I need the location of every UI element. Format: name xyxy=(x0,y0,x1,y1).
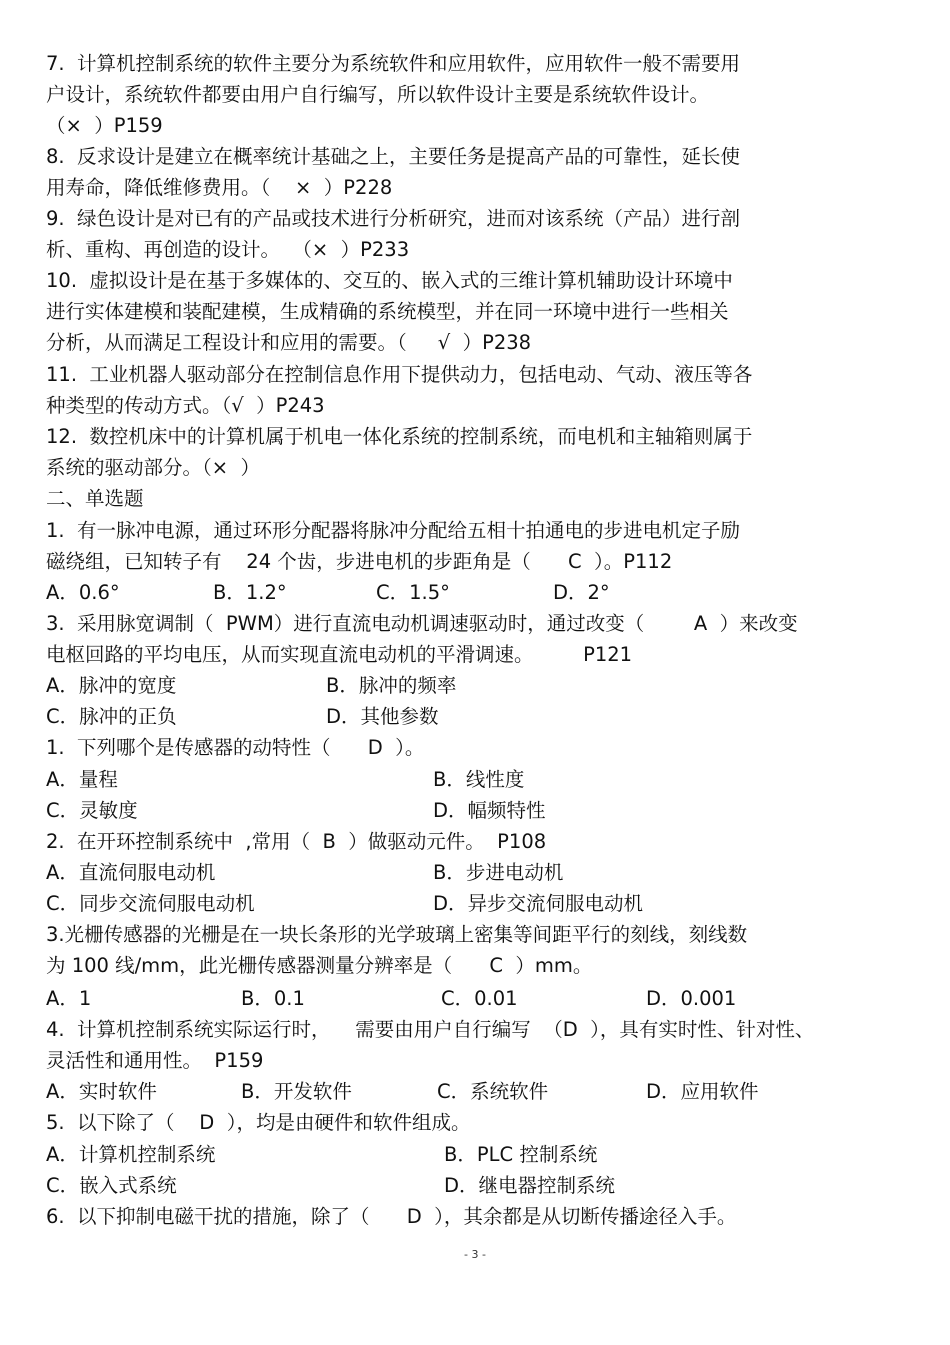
q10-line-1: 10. 虚拟设计是在基于多媒体的、交互的、嵌入式的三维计算机辅助设计环境中 xyxy=(46,269,733,292)
q11-line-1: 11. 工业机器人驱动部分在控制信息作用下提供动力，包括电动、气动、液压等各 xyxy=(46,363,753,386)
mc1-option-b: B．1.2° xyxy=(213,581,287,604)
mc3-option-d: D．其他参数 xyxy=(326,705,439,728)
mc1-option-d: D．2° xyxy=(553,581,610,604)
mc-grating-option-a: A．1 xyxy=(46,987,92,1010)
q12-line-2: 系统的驱动部分。（× ） xyxy=(46,456,260,479)
mc-openloop-option-a: A．直流伺服电动机 xyxy=(46,861,216,884)
mc-software-option-d: D．应用软件 xyxy=(646,1080,759,1103)
mc3-line-1: 3. 采用脉宽调制（ PWM）进行直流电动机调速驱动时，通过改变（ A ）来改变 xyxy=(46,612,798,635)
mc-hardware-option-b: B．PLC 控制系统 xyxy=(444,1143,598,1166)
mc-sensor-option-b: B．线性度 xyxy=(433,768,525,791)
mc3-option-a: A．脉冲的宽度 xyxy=(46,674,177,697)
q9-line-1: 9. 绿色设计是对已有的产品或技术进行分析研究，进而对该系统（产品）进行剖 xyxy=(46,207,741,230)
q11-line-2: 种类型的传动方式。（√ ）P243 xyxy=(46,394,325,417)
mc-grating-option-c: C．0.01 xyxy=(441,987,518,1010)
q9-line-2: 析、重构、再创造的设计。 （× ）P233 xyxy=(46,238,410,261)
mc1-line-1: 1. 有一脉冲电源，通过环形分配器将脉冲分配给五相十拍通电的步进电机定子励 xyxy=(46,519,741,542)
mc-sensor-option-c: C．灵敏度 xyxy=(46,799,138,822)
q8-line-2: 用寿命，降低维修费用。（ × ）P228 xyxy=(46,176,393,199)
mc-grating-line-1: 3.光栅传感器的光栅是在一块长条形的光学玻璃上密集等间距平行的刻线，刻线数 xyxy=(46,923,748,946)
mc-software-line-2: 灵活性和通用性。 P159 xyxy=(46,1049,264,1072)
page-number: - 3 - xyxy=(464,1248,486,1261)
q7-line-1: 7. 计算机控制系统的软件主要分为系统软件和应用软件，应用软件一般不需要用 xyxy=(46,52,741,75)
mc1-line-2: 磁绕组，已知转子有 24 个齿，步进电机的步距角是（ C ）。P112 xyxy=(46,550,673,573)
mc-hardware-line-1: 5. 以下除了（ D ），均是由硬件和软件组成。 xyxy=(46,1111,471,1134)
mc1-option-a: A．0.6° xyxy=(46,581,120,604)
mc-grating-option-d: D．0.001 xyxy=(646,987,737,1010)
q12-line-1: 12. 数控机床中的计算机属于机电一体化系统的控制系统，而电机和主轴箱则属于 xyxy=(46,425,753,448)
q10-line-3: 分析，从而满足工程设计和应用的需要。（ √ ）P238 xyxy=(46,331,532,354)
q7-line-3: （× ）P159 xyxy=(46,114,163,137)
mc-openloop-option-b: B．步进电动机 xyxy=(433,861,564,884)
mc-software-option-a: A．实时软件 xyxy=(46,1080,157,1103)
mc3-option-b: B．脉冲的频率 xyxy=(326,674,457,697)
section-title: 二、单选题 xyxy=(46,487,144,510)
q7-line-2: 户设计，系统软件都要由用户自行编写，所以软件设计主要是系统软件设计。 xyxy=(46,83,710,106)
mc3-option-c: C．脉冲的正负 xyxy=(46,705,177,728)
mc-emi-line-1: 6. 以下抑制电磁干扰的措施，除了（ D ），其余都是从切断传播途径入手。 xyxy=(46,1205,737,1228)
mc-grating-option-b: B．0.1 xyxy=(241,987,305,1010)
mc-sensor-line-1: 1. 下列哪个是传感器的动特性（ D ）。 xyxy=(46,736,425,759)
mc-software-option-c: C．系统软件 xyxy=(437,1080,549,1103)
q8-line-1: 8. 反求设计是建立在概率统计基础之上，主要任务是提高产品的可靠性，延长使 xyxy=(46,145,741,168)
mc-software-option-b: B．开发软件 xyxy=(241,1080,352,1103)
q10-line-2: 进行实体建模和装配建模，生成精确的系统模型，并在同一环境中进行一些相关 xyxy=(46,300,729,323)
mc-openloop-option-d: D．异步交流伺服电动机 xyxy=(433,892,644,915)
mc-software-line-1: 4. 计算机控制系统实际运行时， 需要由用户自行编写 （D ），具有实时性、针对性、 xyxy=(46,1018,815,1041)
mc-openloop-line-1: 2. 在开环控制系统中 ,常用（ B ）做驱动元件。 P108 xyxy=(46,830,547,853)
mc-hardware-option-c: C．嵌入式系统 xyxy=(46,1174,177,1197)
mc-sensor-option-d: D．幅频特性 xyxy=(433,799,546,822)
mc-hardware-option-d: D．继电器控制系统 xyxy=(444,1174,616,1197)
mc3-line-2: 电枢回路的平均电压，从而实现直流电动机的平滑调速。 P121 xyxy=(46,643,633,666)
mc-hardware-option-a: A．计算机控制系统 xyxy=(46,1143,216,1166)
mc1-option-c: C．1.5° xyxy=(376,581,450,604)
mc-grating-line-2: 为 100 线/mm，此光栅传感器测量分辨率是（ C ）mm。 xyxy=(46,954,593,977)
mc-sensor-option-a: A．量程 xyxy=(46,768,118,791)
mc-openloop-option-c: C．同步交流伺服电动机 xyxy=(46,892,255,915)
